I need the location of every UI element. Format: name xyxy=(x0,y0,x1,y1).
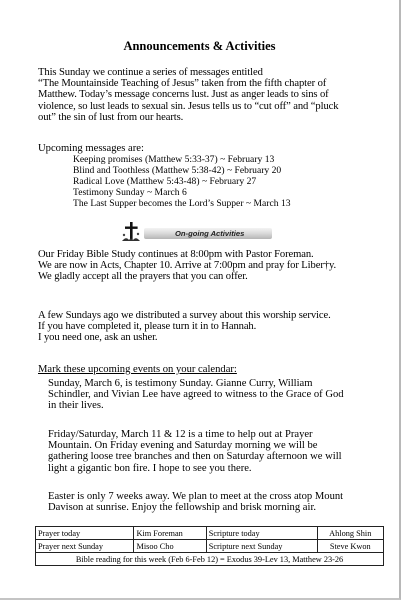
table-cell: Misoo Cho xyxy=(134,540,206,553)
intro-line: Matthew. Today’s message concerns lust. Just as anger leads to sins of xyxy=(38,89,329,101)
event-line: Schindler, and Vivian Lee have agreed to witness to the Grace of God xyxy=(48,389,344,401)
event-line: Easter is only 7 weeks away. We plan to meet at the cross atop Mount xyxy=(48,491,344,502)
upcoming-item: Radical Love (Matthew 5:43-48) ~ February 27 xyxy=(73,176,257,188)
table-cell: Scripture next Sunday xyxy=(206,540,317,553)
event-line: gathering loose tree branches and then on Saturday afternoon we will xyxy=(48,451,342,463)
bible-study-line: We are now in Acts, Chapter 10. Arrive at 7:00pm and pray for Liber†y. xyxy=(38,260,337,272)
schedule-table xyxy=(35,526,384,566)
intro-line: violence, so lust leads to sexual sin. Jesus tells us to “cut off” and “pluck xyxy=(38,100,339,112)
table-cell: Ahlong Shin xyxy=(317,527,383,540)
intro-line: This Sunday we continue a series of messages entitled xyxy=(38,67,263,78)
event-testimony-sunday xyxy=(48,378,386,412)
table-cell: Prayer today xyxy=(36,527,134,540)
bible-study-line: Our Friday Bible Study continues at 8:00pm with Pastor Foreman. xyxy=(38,249,314,260)
table-cell: Prayer next Sunday xyxy=(36,540,134,553)
event-easter xyxy=(48,491,386,513)
survey-line: I you need one, ask an usher. xyxy=(38,332,158,344)
event-line: Mountain. On Friday evening and Saturday morning we will be xyxy=(48,440,318,452)
calendar-heading: Mark these upcoming events on your calendar: xyxy=(38,364,237,375)
table-row xyxy=(36,540,384,553)
survey-line: If you have completed it, please turn it in to Hannah. xyxy=(38,321,257,333)
upcoming-item: The Last Supper becomes the Lord’s Supper ~ March 13 xyxy=(73,198,291,210)
banner-label: On-going Activities xyxy=(175,229,245,238)
table-row xyxy=(36,553,384,566)
event-line: Friday/Saturday, March 11 & 12 is a time to help out at Prayer xyxy=(48,429,313,440)
bible-study-paragraph xyxy=(38,249,388,283)
table-cell: Steve Kwon xyxy=(317,540,383,553)
upcoming-list xyxy=(73,154,291,209)
event-prayer-mountain xyxy=(48,429,386,474)
intro-line: “The Mountainside Teaching of Jesus” taken from the fifth chapter of xyxy=(38,78,327,90)
upcoming-item: Testimony Sunday ~ March 6 xyxy=(73,187,187,199)
bible-reading-cell: Bible reading for this week (Feb 6-Feb 12) = Exodus 39-Lev 13, Matthew 23-26 xyxy=(36,553,384,566)
event-line: light a gigantic bon fire. I hope to see you there. xyxy=(48,462,252,474)
upcoming-item: Keeping promises (Matthew 5:33-37) ~ February 13 xyxy=(73,154,275,165)
survey-line: A few Sundays ago we distributed a survey about this worship service. xyxy=(38,310,331,321)
event-line: Sunday, March 6, is testimony Sunday. Gianne Curry, William xyxy=(48,378,313,389)
upcoming-heading: Upcoming messages are: xyxy=(38,143,144,154)
intro-line: out” the sin of lust from our hearts. xyxy=(38,111,184,123)
survey-paragraph xyxy=(38,310,388,344)
table-row xyxy=(36,527,384,540)
cross-icon xyxy=(120,221,142,248)
intro-paragraph xyxy=(38,67,388,123)
upcoming-item: Blind and Toothless (Matthew 5:38-42) ~ February 20 xyxy=(73,165,282,177)
table-cell: Kim Foreman xyxy=(134,527,206,540)
event-line: in their lives. xyxy=(48,400,104,412)
page-title: Announcements & Activities xyxy=(123,39,276,53)
ongoing-activities-banner xyxy=(120,221,278,243)
bible-study-line: We gladly accept all the prayers that you can offer. xyxy=(38,271,248,283)
event-line: Davison at sunrise. Enjoy the fellowship and brisk morning air. xyxy=(48,502,317,514)
table-cell: Scripture today xyxy=(206,527,317,540)
